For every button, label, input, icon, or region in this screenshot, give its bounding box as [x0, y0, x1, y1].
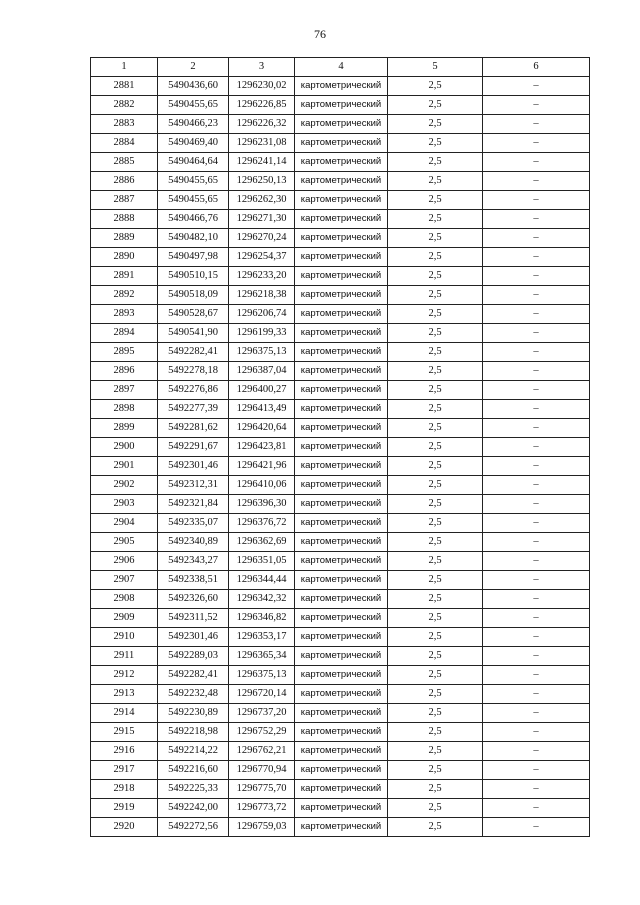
- method-cell: картометрический: [295, 571, 388, 590]
- method-cell: картометрический: [295, 115, 388, 134]
- y-coordinate-cell: 1296737,20: [229, 704, 295, 723]
- method-cell: картометрический: [295, 533, 388, 552]
- y-coordinate-cell: 1296770,94: [229, 761, 295, 780]
- y-coordinate-cell: 1296362,69: [229, 533, 295, 552]
- accuracy-cell: 2,5: [388, 77, 483, 96]
- y-coordinate-cell: 1296241,14: [229, 153, 295, 172]
- point-number-cell: 2914: [91, 704, 158, 723]
- accuracy-cell: 2,5: [388, 457, 483, 476]
- x-coordinate-cell: 5492232,48: [158, 685, 229, 704]
- method-cell: картометрический: [295, 305, 388, 324]
- point-number-cell: 2895: [91, 343, 158, 362]
- x-coordinate-cell: 5492301,46: [158, 628, 229, 647]
- x-coordinate-cell: 5490482,10: [158, 229, 229, 248]
- point-number-cell: 2917: [91, 761, 158, 780]
- table-row: [91, 514, 590, 533]
- accuracy-cell: 2,5: [388, 476, 483, 495]
- note-cell: –: [483, 77, 590, 96]
- method-cell: картометрический: [295, 818, 388, 837]
- note-cell: –: [483, 267, 590, 286]
- x-coordinate-cell: 5490469,40: [158, 134, 229, 153]
- method-cell: картометрический: [295, 191, 388, 210]
- y-coordinate-cell: 1296375,13: [229, 666, 295, 685]
- note-cell: –: [483, 628, 590, 647]
- accuracy-cell: 2,5: [388, 742, 483, 761]
- header-cell: 6: [483, 58, 590, 77]
- x-coordinate-cell: 5492335,07: [158, 514, 229, 533]
- y-coordinate-cell: 1296271,30: [229, 210, 295, 229]
- y-coordinate-cell: 1296775,70: [229, 780, 295, 799]
- method-cell: картометрический: [295, 685, 388, 704]
- y-coordinate-cell: 1296342,32: [229, 590, 295, 609]
- accuracy-cell: 2,5: [388, 552, 483, 571]
- point-number-cell: 2915: [91, 723, 158, 742]
- accuracy-cell: 2,5: [388, 799, 483, 818]
- method-cell: картометрический: [295, 704, 388, 723]
- accuracy-cell: 2,5: [388, 267, 483, 286]
- point-number-cell: 2908: [91, 590, 158, 609]
- method-cell: картометрический: [295, 77, 388, 96]
- method-cell: картометрический: [295, 267, 388, 286]
- note-cell: –: [483, 248, 590, 267]
- method-cell: картометрический: [295, 590, 388, 609]
- x-coordinate-cell: 5490464,64: [158, 153, 229, 172]
- method-cell: картометрический: [295, 552, 388, 571]
- note-cell: –: [483, 818, 590, 837]
- point-number-cell: 2882: [91, 96, 158, 115]
- method-cell: картометрический: [295, 153, 388, 172]
- accuracy-cell: 2,5: [388, 666, 483, 685]
- accuracy-cell: 2,5: [388, 324, 483, 343]
- y-coordinate-cell: 1296375,13: [229, 343, 295, 362]
- x-coordinate-cell: 5492281,62: [158, 419, 229, 438]
- note-cell: –: [483, 704, 590, 723]
- point-number-cell: 2885: [91, 153, 158, 172]
- note-cell: –: [483, 96, 590, 115]
- point-number-cell: 2894: [91, 324, 158, 343]
- y-coordinate-cell: 1296206,74: [229, 305, 295, 324]
- table-row: [91, 742, 590, 761]
- header-cell: 1: [91, 58, 158, 77]
- page-number: 76: [314, 27, 326, 41]
- method-cell: картометрический: [295, 457, 388, 476]
- header-cell: 4: [295, 58, 388, 77]
- point-number-cell: 2911: [91, 647, 158, 666]
- y-coordinate-cell: 1296420,64: [229, 419, 295, 438]
- table-row: [91, 343, 590, 362]
- point-number-cell: 2883: [91, 115, 158, 134]
- table-row: [91, 552, 590, 571]
- x-coordinate-cell: 5492282,41: [158, 666, 229, 685]
- y-coordinate-cell: 1296233,20: [229, 267, 295, 286]
- note-cell: –: [483, 723, 590, 742]
- method-cell: картометрический: [295, 742, 388, 761]
- table-row: [91, 153, 590, 172]
- y-coordinate-cell: 1296365,34: [229, 647, 295, 666]
- x-coordinate-cell: 5490455,65: [158, 96, 229, 115]
- y-coordinate-cell: 1296423,81: [229, 438, 295, 457]
- accuracy-cell: 2,5: [388, 400, 483, 419]
- point-number-cell: 2913: [91, 685, 158, 704]
- y-coordinate-cell: 1296752,29: [229, 723, 295, 742]
- note-cell: –: [483, 362, 590, 381]
- point-number-cell: 2906: [91, 552, 158, 571]
- table-row: [91, 419, 590, 438]
- table-row: [91, 799, 590, 818]
- table-row: [91, 305, 590, 324]
- table-row: [91, 476, 590, 495]
- point-number-cell: 2900: [91, 438, 158, 457]
- x-coordinate-cell: 5490466,23: [158, 115, 229, 134]
- note-cell: –: [483, 134, 590, 153]
- method-cell: картометрический: [295, 609, 388, 628]
- accuracy-cell: 2,5: [388, 115, 483, 134]
- x-coordinate-cell: 5492311,52: [158, 609, 229, 628]
- note-cell: –: [483, 780, 590, 799]
- point-number-cell: 2905: [91, 533, 158, 552]
- note-cell: –: [483, 115, 590, 134]
- x-coordinate-cell: 5490436,60: [158, 77, 229, 96]
- method-cell: картометрический: [295, 324, 388, 343]
- point-number-cell: 2887: [91, 191, 158, 210]
- method-cell: картометрический: [295, 343, 388, 362]
- point-number-cell: 2904: [91, 514, 158, 533]
- x-coordinate-cell: 5490466,76: [158, 210, 229, 229]
- point-number-cell: 2892: [91, 286, 158, 305]
- x-coordinate-cell: 5490455,65: [158, 172, 229, 191]
- table-header-row: [91, 58, 590, 77]
- accuracy-cell: 2,5: [388, 723, 483, 742]
- table-row: [91, 286, 590, 305]
- coordinates-table: [90, 57, 590, 837]
- table-row: [91, 362, 590, 381]
- note-cell: –: [483, 533, 590, 552]
- y-coordinate-cell: 1296250,13: [229, 172, 295, 191]
- x-coordinate-cell: 5490510,15: [158, 267, 229, 286]
- x-coordinate-cell: 5492340,89: [158, 533, 229, 552]
- x-coordinate-cell: 5492277,39: [158, 400, 229, 419]
- x-coordinate-cell: 5492312,31: [158, 476, 229, 495]
- method-cell: картометрический: [295, 362, 388, 381]
- y-coordinate-cell: 1296773,72: [229, 799, 295, 818]
- point-number-cell: 2899: [91, 419, 158, 438]
- y-coordinate-cell: 1296387,04: [229, 362, 295, 381]
- x-coordinate-cell: 5492218,98: [158, 723, 229, 742]
- accuracy-cell: 2,5: [388, 609, 483, 628]
- point-number-cell: 2919: [91, 799, 158, 818]
- x-coordinate-cell: 5490541,90: [158, 324, 229, 343]
- note-cell: –: [483, 438, 590, 457]
- point-number-cell: 2890: [91, 248, 158, 267]
- header-cell: 5: [388, 58, 483, 77]
- accuracy-cell: 2,5: [388, 419, 483, 438]
- note-cell: –: [483, 191, 590, 210]
- point-number-cell: 2920: [91, 818, 158, 837]
- method-cell: картометрический: [295, 134, 388, 153]
- note-cell: –: [483, 742, 590, 761]
- y-coordinate-cell: 1296376,72: [229, 514, 295, 533]
- table-row: [91, 172, 590, 191]
- point-number-cell: 2902: [91, 476, 158, 495]
- table-row: [91, 609, 590, 628]
- method-cell: картометрический: [295, 248, 388, 267]
- accuracy-cell: 2,5: [388, 153, 483, 172]
- method-cell: картометрический: [295, 628, 388, 647]
- accuracy-cell: 2,5: [388, 818, 483, 837]
- note-cell: –: [483, 685, 590, 704]
- note-cell: –: [483, 400, 590, 419]
- table-row: [91, 571, 590, 590]
- x-coordinate-cell: 5492289,03: [158, 647, 229, 666]
- x-coordinate-cell: 5492321,84: [158, 495, 229, 514]
- note-cell: –: [483, 419, 590, 438]
- x-coordinate-cell: 5492282,41: [158, 343, 229, 362]
- method-cell: картометрический: [295, 647, 388, 666]
- point-number-cell: 2912: [91, 666, 158, 685]
- x-coordinate-cell: 5490528,67: [158, 305, 229, 324]
- table-row: [91, 818, 590, 837]
- point-number-cell: 2884: [91, 134, 158, 153]
- method-cell: картометрический: [295, 419, 388, 438]
- table-row: [91, 761, 590, 780]
- method-cell: картометрический: [295, 495, 388, 514]
- note-cell: –: [483, 495, 590, 514]
- note-cell: –: [483, 571, 590, 590]
- accuracy-cell: 2,5: [388, 704, 483, 723]
- note-cell: –: [483, 666, 590, 685]
- x-coordinate-cell: 5492272,56: [158, 818, 229, 837]
- method-cell: картометрический: [295, 723, 388, 742]
- point-number-cell: 2891: [91, 267, 158, 286]
- table-row: [91, 647, 590, 666]
- accuracy-cell: 2,5: [388, 172, 483, 191]
- table-row: [91, 780, 590, 799]
- point-number-cell: 2910: [91, 628, 158, 647]
- method-cell: картометрический: [295, 229, 388, 248]
- y-coordinate-cell: 1296254,37: [229, 248, 295, 267]
- y-coordinate-cell: 1296199,33: [229, 324, 295, 343]
- table-row: [91, 134, 590, 153]
- method-cell: картометрический: [295, 761, 388, 780]
- y-coordinate-cell: 1296270,24: [229, 229, 295, 248]
- header-cell: 2: [158, 58, 229, 77]
- note-cell: –: [483, 286, 590, 305]
- note-cell: –: [483, 552, 590, 571]
- point-number-cell: 2896: [91, 362, 158, 381]
- y-coordinate-cell: 1296230,02: [229, 77, 295, 96]
- table-row: [91, 628, 590, 647]
- point-number-cell: 2897: [91, 381, 158, 400]
- y-coordinate-cell: 1296231,08: [229, 134, 295, 153]
- accuracy-cell: 2,5: [388, 628, 483, 647]
- method-cell: картометрический: [295, 780, 388, 799]
- table-row: [91, 381, 590, 400]
- accuracy-cell: 2,5: [388, 780, 483, 799]
- method-cell: картометрический: [295, 172, 388, 191]
- point-number-cell: 2918: [91, 780, 158, 799]
- method-cell: картометрический: [295, 476, 388, 495]
- y-coordinate-cell: 1296218,38: [229, 286, 295, 305]
- table-row: [91, 666, 590, 685]
- note-cell: –: [483, 457, 590, 476]
- note-cell: –: [483, 609, 590, 628]
- table-row: [91, 590, 590, 609]
- table-row: [91, 248, 590, 267]
- note-cell: –: [483, 172, 590, 191]
- accuracy-cell: 2,5: [388, 343, 483, 362]
- y-coordinate-cell: 1296396,30: [229, 495, 295, 514]
- accuracy-cell: 2,5: [388, 685, 483, 704]
- y-coordinate-cell: 1296421,96: [229, 457, 295, 476]
- note-cell: –: [483, 799, 590, 818]
- note-cell: –: [483, 590, 590, 609]
- method-cell: картометрический: [295, 96, 388, 115]
- point-number-cell: 2881: [91, 77, 158, 96]
- accuracy-cell: 2,5: [388, 134, 483, 153]
- table-row: [91, 723, 590, 742]
- x-coordinate-cell: 5490518,09: [158, 286, 229, 305]
- x-coordinate-cell: 5492278,18: [158, 362, 229, 381]
- accuracy-cell: 2,5: [388, 229, 483, 248]
- x-coordinate-cell: 5492301,46: [158, 457, 229, 476]
- accuracy-cell: 2,5: [388, 210, 483, 229]
- accuracy-cell: 2,5: [388, 571, 483, 590]
- accuracy-cell: 2,5: [388, 438, 483, 457]
- table-row: [91, 267, 590, 286]
- y-coordinate-cell: 1296351,05: [229, 552, 295, 571]
- accuracy-cell: 2,5: [388, 191, 483, 210]
- x-coordinate-cell: 5492216,60: [158, 761, 229, 780]
- point-number-cell: 2893: [91, 305, 158, 324]
- table-row: [91, 457, 590, 476]
- y-coordinate-cell: 1296344,44: [229, 571, 295, 590]
- table-row: [91, 495, 590, 514]
- note-cell: –: [483, 514, 590, 533]
- table-row: [91, 704, 590, 723]
- y-coordinate-cell: 1296759,03: [229, 818, 295, 837]
- point-number-cell: 2886: [91, 172, 158, 191]
- point-number-cell: 2916: [91, 742, 158, 761]
- accuracy-cell: 2,5: [388, 96, 483, 115]
- y-coordinate-cell: 1296410,06: [229, 476, 295, 495]
- accuracy-cell: 2,5: [388, 495, 483, 514]
- x-coordinate-cell: 5492242,00: [158, 799, 229, 818]
- accuracy-cell: 2,5: [388, 286, 483, 305]
- method-cell: картометрический: [295, 514, 388, 533]
- note-cell: –: [483, 305, 590, 324]
- x-coordinate-cell: 5492338,51: [158, 571, 229, 590]
- x-coordinate-cell: 5492214,22: [158, 742, 229, 761]
- note-cell: –: [483, 343, 590, 362]
- table-row: [91, 229, 590, 248]
- y-coordinate-cell: 1296262,30: [229, 191, 295, 210]
- accuracy-cell: 2,5: [388, 647, 483, 666]
- x-coordinate-cell: 5492276,86: [158, 381, 229, 400]
- method-cell: картометрический: [295, 400, 388, 419]
- accuracy-cell: 2,5: [388, 381, 483, 400]
- note-cell: –: [483, 476, 590, 495]
- accuracy-cell: 2,5: [388, 248, 483, 267]
- table-row: [91, 191, 590, 210]
- y-coordinate-cell: 1296226,32: [229, 115, 295, 134]
- x-coordinate-cell: 5492343,27: [158, 552, 229, 571]
- y-coordinate-cell: 1296400,27: [229, 381, 295, 400]
- method-cell: картометрический: [295, 666, 388, 685]
- accuracy-cell: 2,5: [388, 533, 483, 552]
- method-cell: картометрический: [295, 210, 388, 229]
- note-cell: –: [483, 324, 590, 343]
- y-coordinate-cell: 1296762,21: [229, 742, 295, 761]
- x-coordinate-cell: 5492291,67: [158, 438, 229, 457]
- accuracy-cell: 2,5: [388, 761, 483, 780]
- note-cell: –: [483, 761, 590, 780]
- y-coordinate-cell: 1296413,49: [229, 400, 295, 419]
- table-row: [91, 115, 590, 134]
- table-row: [91, 96, 590, 115]
- point-number-cell: 2888: [91, 210, 158, 229]
- header-cell: 3: [229, 58, 295, 77]
- table-row: [91, 210, 590, 229]
- method-cell: картометрический: [295, 381, 388, 400]
- note-cell: –: [483, 647, 590, 666]
- method-cell: картометрический: [295, 438, 388, 457]
- table-row: [91, 438, 590, 457]
- x-coordinate-cell: 5490497,98: [158, 248, 229, 267]
- method-cell: картометрический: [295, 799, 388, 818]
- table-row: [91, 685, 590, 704]
- table-row: [91, 400, 590, 419]
- y-coordinate-cell: 1296353,17: [229, 628, 295, 647]
- note-cell: –: [483, 381, 590, 400]
- x-coordinate-cell: 5490455,65: [158, 191, 229, 210]
- table-row: [91, 533, 590, 552]
- accuracy-cell: 2,5: [388, 514, 483, 533]
- point-number-cell: 2898: [91, 400, 158, 419]
- x-coordinate-cell: 5492326,60: [158, 590, 229, 609]
- method-cell: картометрический: [295, 286, 388, 305]
- accuracy-cell: 2,5: [388, 305, 483, 324]
- point-number-cell: 2909: [91, 609, 158, 628]
- point-number-cell: 2903: [91, 495, 158, 514]
- table-row: [91, 77, 590, 96]
- note-cell: –: [483, 229, 590, 248]
- x-coordinate-cell: 5492225,33: [158, 780, 229, 799]
- note-cell: –: [483, 210, 590, 229]
- point-number-cell: 2901: [91, 457, 158, 476]
- y-coordinate-cell: 1296720,14: [229, 685, 295, 704]
- accuracy-cell: 2,5: [388, 362, 483, 381]
- table-body: [91, 58, 590, 837]
- note-cell: –: [483, 153, 590, 172]
- x-coordinate-cell: 5492230,89: [158, 704, 229, 723]
- table-row: [91, 324, 590, 343]
- point-number-cell: 2907: [91, 571, 158, 590]
- y-coordinate-cell: 1296346,82: [229, 609, 295, 628]
- y-coordinate-cell: 1296226,85: [229, 96, 295, 115]
- accuracy-cell: 2,5: [388, 590, 483, 609]
- point-number-cell: 2889: [91, 229, 158, 248]
